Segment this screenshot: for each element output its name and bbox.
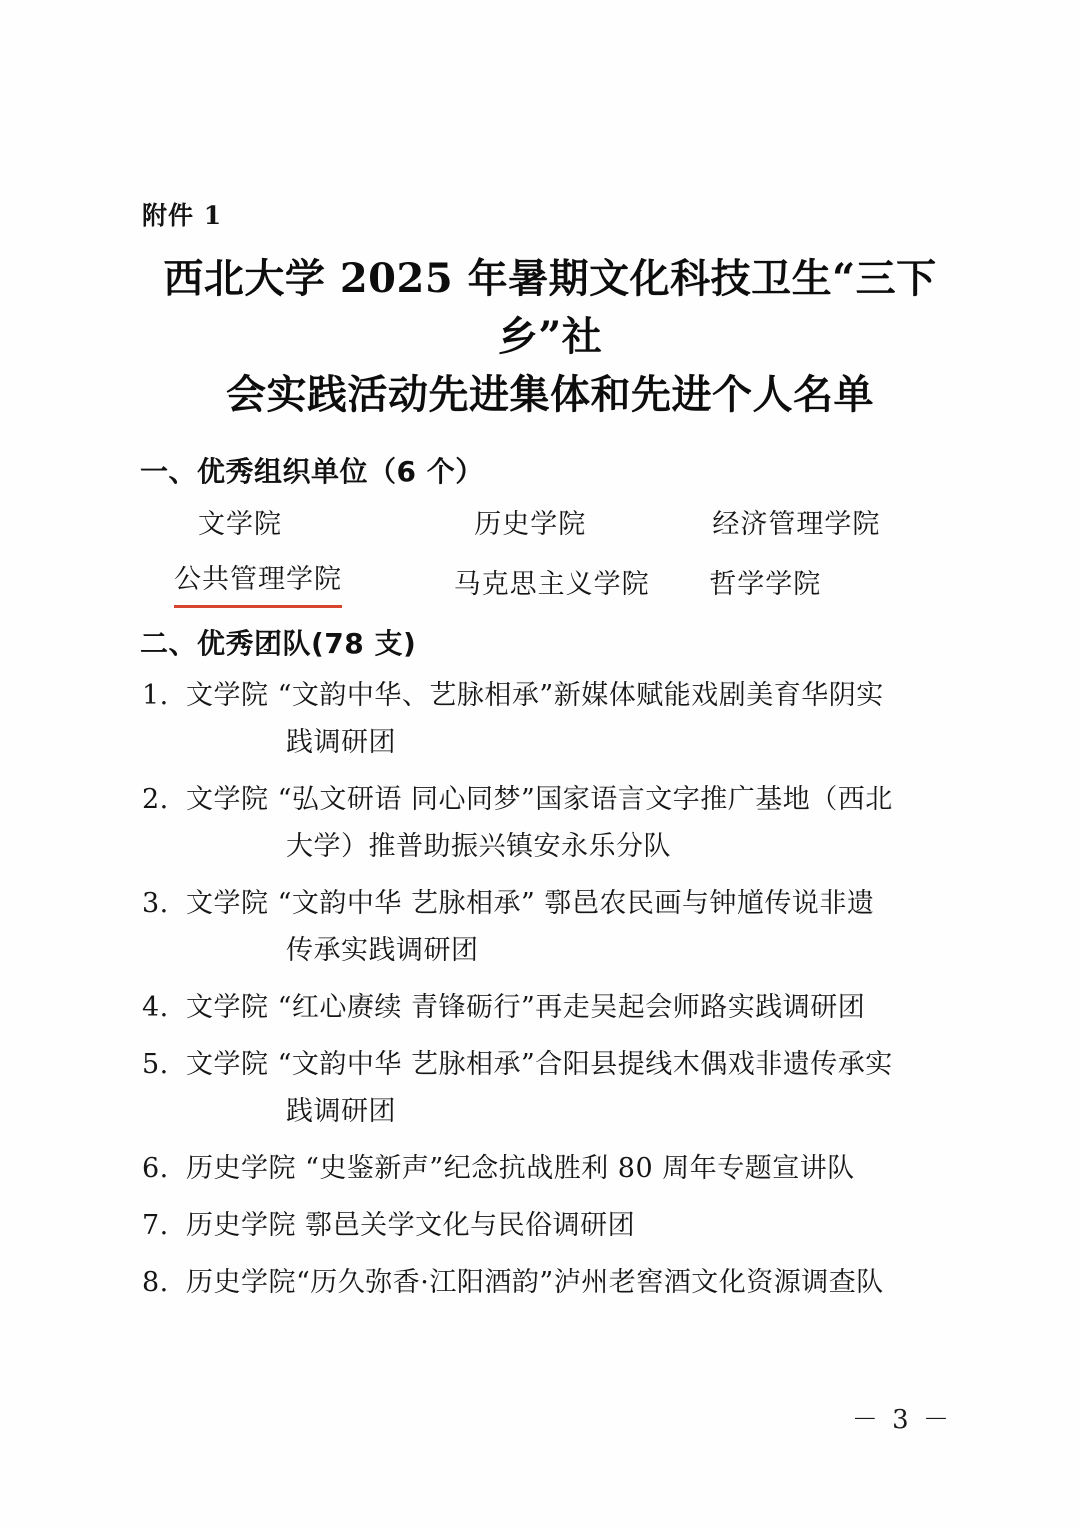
list-item [140,1146,960,1193]
section-heading-organizations: 一、优秀组织单位（6 个） [140,455,484,488]
section-heading-teams: 二、优秀团队(78 支) [140,627,417,661]
list-item-text [186,881,960,975]
list-item-line-1: 文学院 “文韵中华 艺脉相承” 鄠邑农民画与钟馗传说非遗 [186,887,875,919]
page-title-line-1: 西北大学 2025 年暑期文化科技卫生“三下乡”社 [163,255,937,360]
organization-unit-item: 历史学院 [474,508,587,540]
document-content [140,196,960,1317]
list-item-number: 6. [142,1152,169,1184]
highlighted-unit-text: 公共管理学院 [174,556,342,608]
list-item-number: 4. [142,991,169,1023]
list-item-line-2: 大学）推普助振兴镇安永乐分队 [286,831,671,862]
list-item-line-1: 历史学院 “史鉴新声”纪念抗战胜利 80 周年专题宣讲队 [186,1152,855,1184]
list-item-text [186,1260,960,1307]
page-title-line-2: 会实践活动先进集体和先进个人名单 [226,371,874,418]
organization-unit-list [140,501,960,609]
list-item-line-2: 践调研团 [286,1095,396,1127]
list-item-text [186,1146,960,1193]
list-item-line-2: 传承实践调研团 [286,934,479,966]
list-item [140,1042,960,1136]
organization-unit-item: 文学院 [198,508,282,540]
list-item-number: 8. [142,1266,169,1298]
page-title [140,250,960,424]
list-item [140,1203,960,1250]
list-item-number: 2. [142,784,169,816]
organization-unit-item-highlighted [140,556,454,608]
page-number: － 3 － [851,1405,952,1435]
list-item-number: 1. [142,680,169,712]
list-item [140,881,960,975]
list-item-text [186,1203,960,1250]
list-item-line-1: 文学院 “文韵中华 艺脉相承”合阳县提线木偶戏非遗传承实 [186,1048,893,1080]
organization-row [140,501,960,548]
organization-unit-item: 经济管理学院 [712,508,881,540]
list-item-text [186,777,960,871]
list-item-number: 7. [142,1209,169,1241]
list-item [140,1260,960,1307]
organization-unit-item: 哲学学院 [709,569,822,601]
list-item-number: 3. [142,887,169,919]
list-item-line-1: 文学院 “文韵中华、艺脉相承”新媒体赋能戏剧美育华阴实 [186,680,884,712]
list-item [140,673,960,767]
list-item-line-1: 文学院 “红心赓续 青锋砺行”再走吴起会师路实践调研团 [186,991,866,1023]
organization-unit-item: 马克思主义学院 [453,569,650,601]
list-item-line-1: 文学院 “弘文研语 同心同梦”国家语言文字推广基地（西北 [186,784,893,816]
list-item-line-1: 历史学院 鄠邑关学文化与民俗调研团 [186,1209,636,1241]
list-item [140,777,960,871]
list-item-text [186,1042,960,1136]
team-list [140,673,960,1307]
list-item [140,985,960,1032]
list-item-number: 5. [142,1048,169,1080]
list-item-line-1: 历史学院“历久弥香·江阳酒韵”泸州老窖酒文化资源调查队 [186,1266,884,1298]
list-item-line-2: 践调研团 [286,727,396,759]
organization-row [140,556,960,608]
attachment-label: 附件 1 [142,201,223,230]
list-item-text [186,985,960,1032]
list-item-text [186,673,960,767]
